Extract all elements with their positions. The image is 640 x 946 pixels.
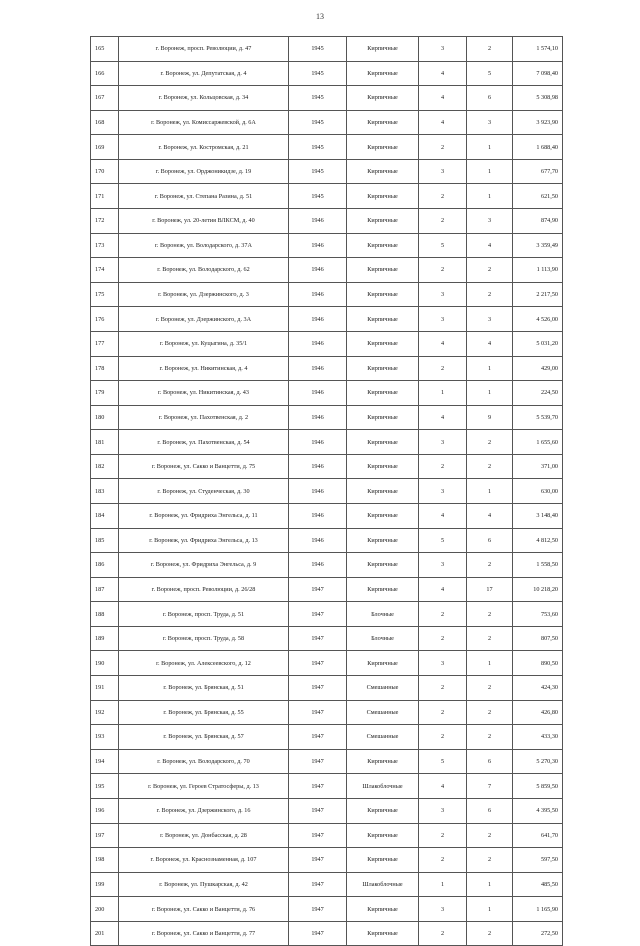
year-built-cell: 1945 bbox=[289, 159, 347, 184]
wall-material-cell: Кирпичные bbox=[347, 37, 419, 62]
year-built-cell: 1947 bbox=[289, 823, 347, 848]
total-area-cell: 4 526,00 bbox=[513, 307, 563, 332]
wall-material-cell: Кирпичные bbox=[347, 233, 419, 258]
wall-material-cell: Кирпичные bbox=[347, 798, 419, 823]
building-registry-table bbox=[90, 36, 563, 946]
address-cell: г. Воронеж, ул. Куцыгина, д. 35/1 bbox=[119, 331, 289, 356]
table-row bbox=[91, 553, 563, 578]
row-number-cell: 191 bbox=[91, 676, 119, 701]
wall-material-cell: Кирпичные bbox=[347, 159, 419, 184]
table-row bbox=[91, 184, 563, 209]
year-built-cell: 1945 bbox=[289, 110, 347, 135]
entrances-count-cell: 3 bbox=[467, 307, 513, 332]
table-row bbox=[91, 676, 563, 701]
year-built-cell: 1947 bbox=[289, 749, 347, 774]
table-row bbox=[91, 602, 563, 627]
wall-material-cell: Кирпичные bbox=[347, 454, 419, 479]
row-number-cell: 199 bbox=[91, 872, 119, 897]
year-built-cell: 1947 bbox=[289, 651, 347, 676]
year-built-cell: 1946 bbox=[289, 381, 347, 406]
row-number-cell: 173 bbox=[91, 233, 119, 258]
table-row bbox=[91, 61, 563, 86]
wall-material-cell: Кирпичные bbox=[347, 553, 419, 578]
wall-material-cell: Блочные bbox=[347, 602, 419, 627]
table-row bbox=[91, 528, 563, 553]
total-area-cell: 426,80 bbox=[513, 700, 563, 725]
total-area-cell: 5 308,98 bbox=[513, 86, 563, 111]
row-number-cell: 196 bbox=[91, 798, 119, 823]
floors-count-cell: 4 bbox=[419, 331, 467, 356]
year-built-cell: 1947 bbox=[289, 798, 347, 823]
entrances-count-cell: 1 bbox=[467, 184, 513, 209]
entrances-count-cell: 17 bbox=[467, 577, 513, 602]
entrances-count-cell: 2 bbox=[467, 282, 513, 307]
address-cell: г. Воронеж, ул. Дзержинского, д. 3А bbox=[119, 307, 289, 332]
year-built-cell: 1945 bbox=[289, 37, 347, 62]
total-area-cell: 3 148,40 bbox=[513, 503, 563, 528]
year-built-cell: 1945 bbox=[289, 61, 347, 86]
entrances-count-cell: 3 bbox=[467, 110, 513, 135]
total-area-cell: 807,50 bbox=[513, 626, 563, 651]
row-number-cell: 180 bbox=[91, 405, 119, 430]
entrances-count-cell: 2 bbox=[467, 725, 513, 750]
year-built-cell: 1946 bbox=[289, 233, 347, 258]
table-row bbox=[91, 921, 563, 946]
total-area-cell: 5 539,70 bbox=[513, 405, 563, 430]
table-row bbox=[91, 356, 563, 381]
year-built-cell: 1946 bbox=[289, 356, 347, 381]
wall-material-cell: Кирпичные bbox=[347, 381, 419, 406]
entrances-count-cell: 2 bbox=[467, 626, 513, 651]
table-row bbox=[91, 110, 563, 135]
floors-count-cell: 4 bbox=[419, 86, 467, 111]
total-area-cell: 1 558,50 bbox=[513, 553, 563, 578]
address-cell: г. Воронеж, ул. Комиссаржевской, д. 6А bbox=[119, 110, 289, 135]
year-built-cell: 1946 bbox=[289, 307, 347, 332]
year-built-cell: 1946 bbox=[289, 282, 347, 307]
entrances-count-cell: 1 bbox=[467, 872, 513, 897]
row-number-cell: 187 bbox=[91, 577, 119, 602]
floors-count-cell: 2 bbox=[419, 725, 467, 750]
row-number-cell: 167 bbox=[91, 86, 119, 111]
wall-material-cell: Кирпичные bbox=[347, 307, 419, 332]
floors-count-cell: 4 bbox=[419, 110, 467, 135]
wall-material-cell: Кирпичные bbox=[347, 331, 419, 356]
address-cell: г. Воронеж, ул. Пахотвенская, д. 2 bbox=[119, 405, 289, 430]
floors-count-cell: 4 bbox=[419, 577, 467, 602]
year-built-cell: 1945 bbox=[289, 184, 347, 209]
entrances-count-cell: 4 bbox=[467, 331, 513, 356]
wall-material-cell: Кирпичные bbox=[347, 921, 419, 946]
floors-count-cell: 1 bbox=[419, 872, 467, 897]
address-cell: г. Воронеж, ул. Сакко и Ванцетти, д. 77 bbox=[119, 921, 289, 946]
wall-material-cell: Кирпичные bbox=[347, 430, 419, 455]
floors-count-cell: 4 bbox=[419, 774, 467, 799]
wall-material-cell: Кирпичные bbox=[347, 823, 419, 848]
floors-count-cell: 2 bbox=[419, 823, 467, 848]
total-area-cell: 7 098,40 bbox=[513, 61, 563, 86]
table-row bbox=[91, 209, 563, 234]
total-area-cell: 429,00 bbox=[513, 356, 563, 381]
wall-material-cell: Кирпичные bbox=[347, 479, 419, 504]
row-number-cell: 182 bbox=[91, 454, 119, 479]
wall-material-cell: Кирпичные bbox=[347, 749, 419, 774]
address-cell: г. Воронеж, ул. Дзержинского, д. 3 bbox=[119, 282, 289, 307]
floors-count-cell: 4 bbox=[419, 61, 467, 86]
floors-count-cell: 3 bbox=[419, 798, 467, 823]
year-built-cell: 1947 bbox=[289, 602, 347, 627]
entrances-count-cell: 6 bbox=[467, 798, 513, 823]
row-number-cell: 168 bbox=[91, 110, 119, 135]
year-built-cell: 1947 bbox=[289, 577, 347, 602]
table-row bbox=[91, 430, 563, 455]
table-row bbox=[91, 454, 563, 479]
row-number-cell: 170 bbox=[91, 159, 119, 184]
row-number-cell: 193 bbox=[91, 725, 119, 750]
total-area-cell: 5 270,30 bbox=[513, 749, 563, 774]
address-cell: г. Воронеж, ул. Брянская, д. 51 bbox=[119, 676, 289, 701]
row-number-cell: 201 bbox=[91, 921, 119, 946]
year-built-cell: 1946 bbox=[289, 454, 347, 479]
entrances-count-cell: 3 bbox=[467, 209, 513, 234]
table-row bbox=[91, 307, 563, 332]
floors-count-cell: 4 bbox=[419, 503, 467, 528]
floors-count-cell: 2 bbox=[419, 676, 467, 701]
year-built-cell: 1946 bbox=[289, 479, 347, 504]
address-cell: г. Воронеж, ул. Степана Разина, д. 51 bbox=[119, 184, 289, 209]
floors-count-cell: 2 bbox=[419, 184, 467, 209]
row-number-cell: 176 bbox=[91, 307, 119, 332]
row-number-cell: 200 bbox=[91, 897, 119, 922]
table-row bbox=[91, 159, 563, 184]
address-cell: г. Воронеж, ул. Фридриха Энгельса, д. 11 bbox=[119, 503, 289, 528]
year-built-cell: 1945 bbox=[289, 135, 347, 160]
floors-count-cell: 3 bbox=[419, 159, 467, 184]
table-row bbox=[91, 774, 563, 799]
total-area-cell: 224,50 bbox=[513, 381, 563, 406]
floors-count-cell: 5 bbox=[419, 233, 467, 258]
wall-material-cell: Кирпичные bbox=[347, 577, 419, 602]
address-cell: г. Воронеж, ул. Пушкарская, д. 42 bbox=[119, 872, 289, 897]
row-number-cell: 171 bbox=[91, 184, 119, 209]
entrances-count-cell: 2 bbox=[467, 454, 513, 479]
floors-count-cell: 3 bbox=[419, 307, 467, 332]
entrances-count-cell: 1 bbox=[467, 135, 513, 160]
table-row bbox=[91, 848, 563, 873]
row-number-cell: 175 bbox=[91, 282, 119, 307]
address-cell: г. Воронеж, ул. Володарского, д. 62 bbox=[119, 258, 289, 283]
address-cell: г. Воронеж, ул. Орджоникидзе, д. 19 bbox=[119, 159, 289, 184]
year-built-cell: 1947 bbox=[289, 921, 347, 946]
wall-material-cell: Кирпичные bbox=[347, 848, 419, 873]
address-cell: г. Воронеж, ул. Володарского, д. 70 bbox=[119, 749, 289, 774]
total-area-cell: 5 031,20 bbox=[513, 331, 563, 356]
entrances-count-cell: 7 bbox=[467, 774, 513, 799]
table-row bbox=[91, 233, 563, 258]
address-cell: г. Воронеж, ул. Сакко и Ванцетти, д. 76 bbox=[119, 897, 289, 922]
year-built-cell: 1947 bbox=[289, 626, 347, 651]
row-number-cell: 179 bbox=[91, 381, 119, 406]
row-number-cell: 165 bbox=[91, 37, 119, 62]
entrances-count-cell: 1 bbox=[467, 651, 513, 676]
table-row bbox=[91, 479, 563, 504]
entrances-count-cell: 1 bbox=[467, 159, 513, 184]
wall-material-cell: Кирпичные bbox=[347, 258, 419, 283]
year-built-cell: 1947 bbox=[289, 676, 347, 701]
year-built-cell: 1947 bbox=[289, 872, 347, 897]
address-cell: г. Воронеж, ул. Сакко и Ванцетти, д. 75 bbox=[119, 454, 289, 479]
floors-count-cell: 3 bbox=[419, 553, 467, 578]
total-area-cell: 890,50 bbox=[513, 651, 563, 676]
table-row bbox=[91, 282, 563, 307]
row-number-cell: 189 bbox=[91, 626, 119, 651]
table-row bbox=[91, 798, 563, 823]
address-cell: г. Воронеж, ул. Володарского, д. 37А bbox=[119, 233, 289, 258]
row-number-cell: 174 bbox=[91, 258, 119, 283]
wall-material-cell: Кирпичные bbox=[347, 135, 419, 160]
entrances-count-cell: 2 bbox=[467, 37, 513, 62]
entrances-count-cell: 2 bbox=[467, 848, 513, 873]
entrances-count-cell: 2 bbox=[467, 676, 513, 701]
year-built-cell: 1946 bbox=[289, 209, 347, 234]
address-cell: г. Воронеж, ул. Никитинская, д. 4 bbox=[119, 356, 289, 381]
wall-material-cell: Смешанные bbox=[347, 676, 419, 701]
row-number-cell: 190 bbox=[91, 651, 119, 676]
wall-material-cell: Кирпичные bbox=[347, 86, 419, 111]
total-area-cell: 1 165,90 bbox=[513, 897, 563, 922]
table-row bbox=[91, 577, 563, 602]
wall-material-cell: Кирпичные bbox=[347, 405, 419, 430]
table-row bbox=[91, 626, 563, 651]
year-built-cell: 1946 bbox=[289, 528, 347, 553]
address-cell: г. Воронеж, ул. Костромская, д. 21 bbox=[119, 135, 289, 160]
address-cell: г. Воронеж, ул. Никитинская, д. 43 bbox=[119, 381, 289, 406]
row-number-cell: 178 bbox=[91, 356, 119, 381]
wall-material-cell: Кирпичные bbox=[347, 897, 419, 922]
address-cell: г. Воронеж, ул. Брянская, д. 57 bbox=[119, 725, 289, 750]
entrances-count-cell: 2 bbox=[467, 700, 513, 725]
year-built-cell: 1947 bbox=[289, 897, 347, 922]
entrances-count-cell: 6 bbox=[467, 528, 513, 553]
row-number-cell: 195 bbox=[91, 774, 119, 799]
table-row bbox=[91, 651, 563, 676]
address-cell: г. Воронеж, ул. Пахотвенская, д. 54 bbox=[119, 430, 289, 455]
wall-material-cell: Кирпичные bbox=[347, 528, 419, 553]
year-built-cell: 1946 bbox=[289, 503, 347, 528]
address-cell: г. Воронеж, ул. Студенческая, д. 30 bbox=[119, 479, 289, 504]
year-built-cell: 1946 bbox=[289, 258, 347, 283]
address-cell: г. Воронеж, ул. Краснознаменная, д. 107 bbox=[119, 848, 289, 873]
floors-count-cell: 2 bbox=[419, 921, 467, 946]
year-built-cell: 1947 bbox=[289, 774, 347, 799]
total-area-cell: 3 923,90 bbox=[513, 110, 563, 135]
entrances-count-cell: 1 bbox=[467, 381, 513, 406]
row-number-cell: 177 bbox=[91, 331, 119, 356]
row-number-cell: 194 bbox=[91, 749, 119, 774]
floors-count-cell: 2 bbox=[419, 356, 467, 381]
table-row bbox=[91, 405, 563, 430]
wall-material-cell: Кирпичные bbox=[347, 184, 419, 209]
row-number-cell: 197 bbox=[91, 823, 119, 848]
row-number-cell: 192 bbox=[91, 700, 119, 725]
floors-count-cell: 2 bbox=[419, 602, 467, 627]
row-number-cell: 183 bbox=[91, 479, 119, 504]
entrances-count-cell: 2 bbox=[467, 258, 513, 283]
floors-count-cell: 2 bbox=[419, 258, 467, 283]
table-row bbox=[91, 503, 563, 528]
address-cell: г. Воронеж, ул. 20-летия ВЛКСМ, д. 40 bbox=[119, 209, 289, 234]
entrances-count-cell: 1 bbox=[467, 897, 513, 922]
year-built-cell: 1946 bbox=[289, 553, 347, 578]
total-area-cell: 371,00 bbox=[513, 454, 563, 479]
table-row bbox=[91, 897, 563, 922]
total-area-cell: 1 655,60 bbox=[513, 430, 563, 455]
floors-count-cell: 2 bbox=[419, 135, 467, 160]
total-area-cell: 3 359,49 bbox=[513, 233, 563, 258]
table-row bbox=[91, 823, 563, 848]
address-cell: г. Воронеж, просп. Революции, д. 26/28 bbox=[119, 577, 289, 602]
address-cell: г. Воронеж, ул. Дзержинского, д. 16 bbox=[119, 798, 289, 823]
address-cell: г. Воронеж, просп. Труда, д. 51 bbox=[119, 602, 289, 627]
address-cell: г. Воронеж, просп. Труда, д. 58 bbox=[119, 626, 289, 651]
address-cell: г. Воронеж, ул. Героев Стратосферы, д. 13 bbox=[119, 774, 289, 799]
year-built-cell: 1947 bbox=[289, 725, 347, 750]
row-number-cell: 184 bbox=[91, 503, 119, 528]
table-row bbox=[91, 37, 563, 62]
address-cell: г. Воронеж, просп. Революции, д. 47 bbox=[119, 37, 289, 62]
entrances-count-cell: 5 bbox=[467, 61, 513, 86]
floors-count-cell: 4 bbox=[419, 405, 467, 430]
table-body bbox=[91, 37, 563, 946]
wall-material-cell: Кирпичные bbox=[347, 209, 419, 234]
floors-count-cell: 2 bbox=[419, 209, 467, 234]
total-area-cell: 597,50 bbox=[513, 848, 563, 873]
wall-material-cell: Шлакоблочные bbox=[347, 774, 419, 799]
total-area-cell: 4 395,50 bbox=[513, 798, 563, 823]
entrances-count-cell: 6 bbox=[467, 749, 513, 774]
total-area-cell: 433,30 bbox=[513, 725, 563, 750]
table-row bbox=[91, 258, 563, 283]
wall-material-cell: Кирпичные bbox=[347, 503, 419, 528]
wall-material-cell: Кирпичные bbox=[347, 110, 419, 135]
total-area-cell: 272,50 bbox=[513, 921, 563, 946]
address-cell: г. Воронеж, ул. Фридриха Энгельса, д. 9 bbox=[119, 553, 289, 578]
total-area-cell: 4 812,50 bbox=[513, 528, 563, 553]
wall-material-cell: Кирпичные bbox=[347, 282, 419, 307]
total-area-cell: 5 859,50 bbox=[513, 774, 563, 799]
floors-count-cell: 2 bbox=[419, 626, 467, 651]
total-area-cell: 424,30 bbox=[513, 676, 563, 701]
total-area-cell: 485,50 bbox=[513, 872, 563, 897]
total-area-cell: 677,70 bbox=[513, 159, 563, 184]
floors-count-cell: 3 bbox=[419, 430, 467, 455]
total-area-cell: 1 113,90 bbox=[513, 258, 563, 283]
entrances-count-cell: 6 bbox=[467, 86, 513, 111]
total-area-cell: 753,60 bbox=[513, 602, 563, 627]
floors-count-cell: 5 bbox=[419, 528, 467, 553]
entrances-count-cell: 1 bbox=[467, 479, 513, 504]
row-number-cell: 198 bbox=[91, 848, 119, 873]
wall-material-cell: Кирпичные bbox=[347, 61, 419, 86]
floors-count-cell: 3 bbox=[419, 651, 467, 676]
year-built-cell: 1945 bbox=[289, 86, 347, 111]
floors-count-cell: 5 bbox=[419, 749, 467, 774]
entrances-count-cell: 2 bbox=[467, 602, 513, 627]
entrances-count-cell: 4 bbox=[467, 503, 513, 528]
floors-count-cell: 1 bbox=[419, 381, 467, 406]
address-cell: г. Воронеж, ул. Донбасская, д. 28 bbox=[119, 823, 289, 848]
address-cell: г. Воронеж, ул. Кольцовская, д. 34 bbox=[119, 86, 289, 111]
table-row bbox=[91, 86, 563, 111]
table-row bbox=[91, 700, 563, 725]
table-row bbox=[91, 725, 563, 750]
page-number: 13 bbox=[316, 12, 324, 21]
entrances-count-cell: 2 bbox=[467, 553, 513, 578]
floors-count-cell: 3 bbox=[419, 282, 467, 307]
row-number-cell: 181 bbox=[91, 430, 119, 455]
total-area-cell: 621,50 bbox=[513, 184, 563, 209]
wall-material-cell: Кирпичные bbox=[347, 651, 419, 676]
table-row bbox=[91, 749, 563, 774]
row-number-cell: 185 bbox=[91, 528, 119, 553]
address-cell: г. Воронеж, ул. Депутатская, д. 4 bbox=[119, 61, 289, 86]
address-cell: г. Воронеж, ул. Алексеевского, д. 12 bbox=[119, 651, 289, 676]
row-number-cell: 166 bbox=[91, 61, 119, 86]
total-area-cell: 2 217,50 bbox=[513, 282, 563, 307]
address-cell: г. Воронеж, ул. Фридриха Энгельса, д. 13 bbox=[119, 528, 289, 553]
row-number-cell: 188 bbox=[91, 602, 119, 627]
row-number-cell: 169 bbox=[91, 135, 119, 160]
address-cell: г. Воронеж, ул. Брянская, д. 55 bbox=[119, 700, 289, 725]
table-row bbox=[91, 135, 563, 160]
wall-material-cell: Блочные bbox=[347, 626, 419, 651]
table-row bbox=[91, 872, 563, 897]
year-built-cell: 1947 bbox=[289, 848, 347, 873]
total-area-cell: 10 218,20 bbox=[513, 577, 563, 602]
entrances-count-cell: 2 bbox=[467, 430, 513, 455]
total-area-cell: 630,00 bbox=[513, 479, 563, 504]
wall-material-cell: Смешанные bbox=[347, 725, 419, 750]
year-built-cell: 1947 bbox=[289, 700, 347, 725]
floors-count-cell: 3 bbox=[419, 479, 467, 504]
total-area-cell: 641,70 bbox=[513, 823, 563, 848]
total-area-cell: 1 688,40 bbox=[513, 135, 563, 160]
row-number-cell: 186 bbox=[91, 553, 119, 578]
year-built-cell: 1946 bbox=[289, 430, 347, 455]
entrances-count-cell: 2 bbox=[467, 921, 513, 946]
entrances-count-cell: 1 bbox=[467, 356, 513, 381]
entrances-count-cell: 2 bbox=[467, 823, 513, 848]
year-built-cell: 1946 bbox=[289, 331, 347, 356]
floors-count-cell: 2 bbox=[419, 700, 467, 725]
row-number-cell: 172 bbox=[91, 209, 119, 234]
wall-material-cell: Кирпичные bbox=[347, 356, 419, 381]
entrances-count-cell: 9 bbox=[467, 405, 513, 430]
floors-count-cell: 2 bbox=[419, 848, 467, 873]
table-row bbox=[91, 381, 563, 406]
entrances-count-cell: 4 bbox=[467, 233, 513, 258]
total-area-cell: 874,90 bbox=[513, 209, 563, 234]
floors-count-cell: 2 bbox=[419, 454, 467, 479]
table-row bbox=[91, 331, 563, 356]
floors-count-cell: 3 bbox=[419, 897, 467, 922]
floors-count-cell: 3 bbox=[419, 37, 467, 62]
wall-material-cell: Смешанные bbox=[347, 700, 419, 725]
wall-material-cell: Шлакоблочные bbox=[347, 872, 419, 897]
total-area-cell: 1 574,10 bbox=[513, 37, 563, 62]
year-built-cell: 1946 bbox=[289, 405, 347, 430]
